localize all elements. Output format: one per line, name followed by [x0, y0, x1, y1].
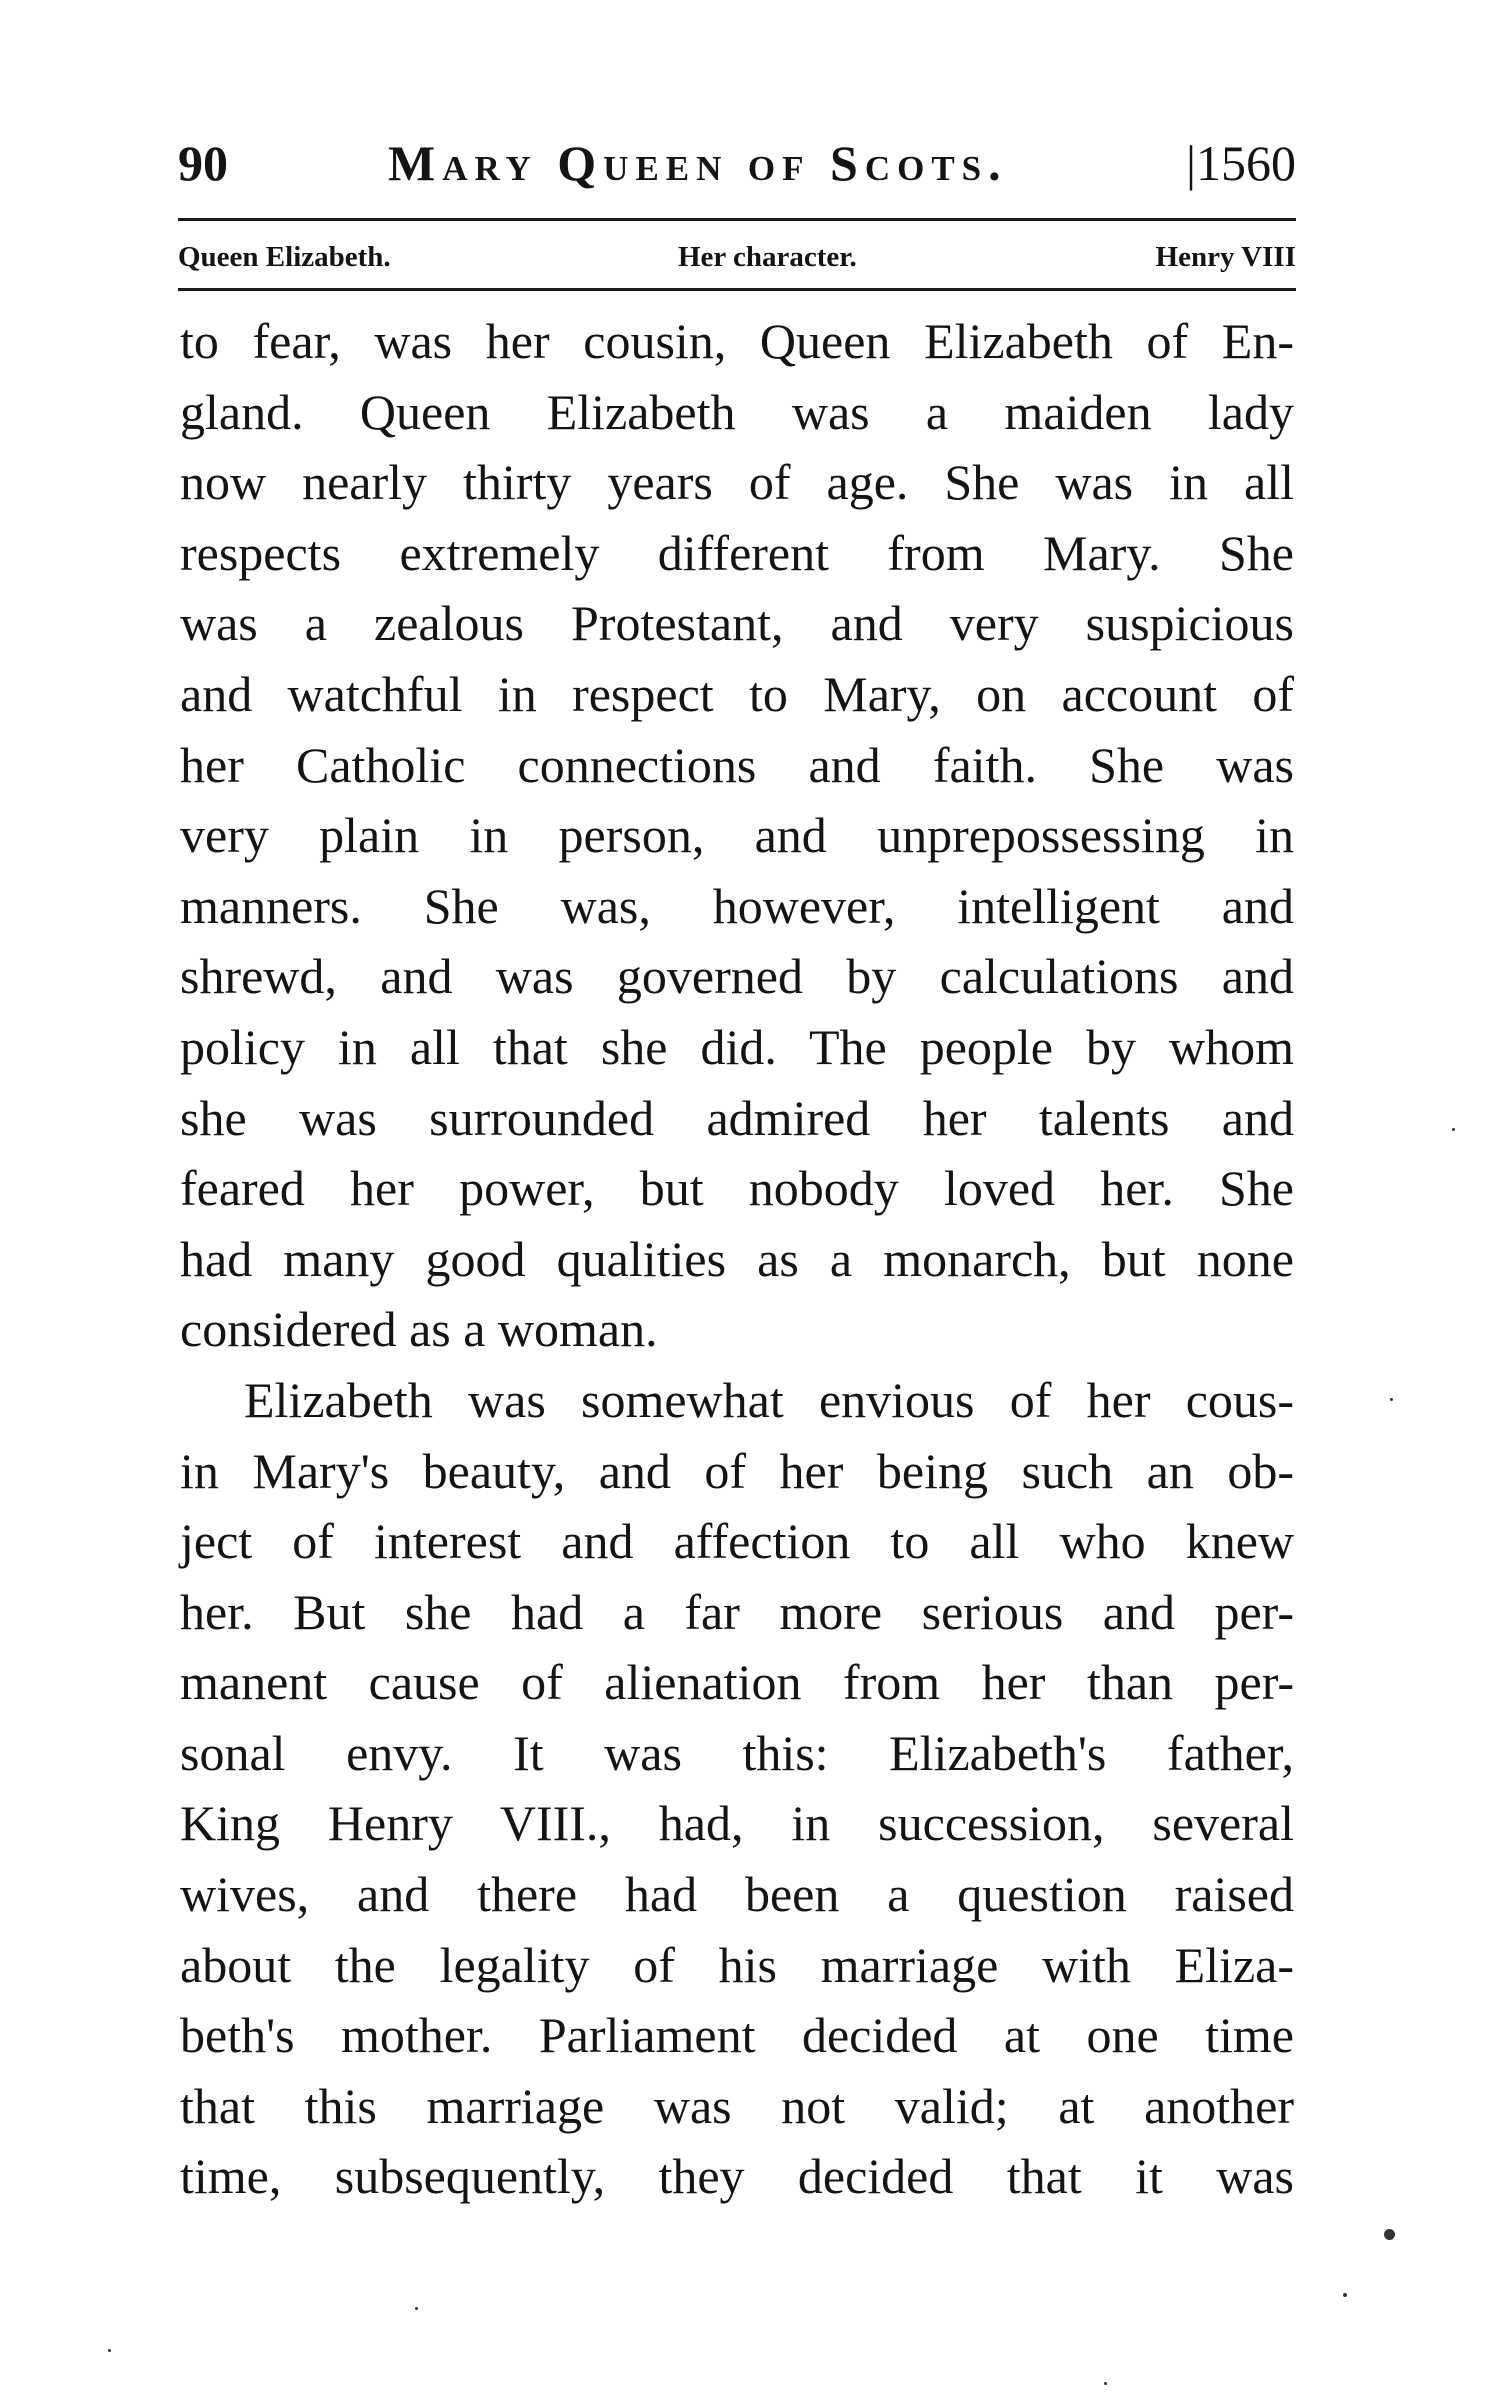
paragraph-2 — [180, 1365, 1294, 2212]
text-line: respects extremely different from Mary. She — [180, 524, 1294, 581]
text-line: ject of interest and affection to all who knew — [180, 1513, 1294, 1570]
speck — [1390, 1398, 1393, 1401]
running-head — [178, 128, 1296, 198]
text-line: gland. Queen Elizabeth was a maiden lady — [180, 383, 1294, 440]
text-line: feared her power, but nobody loved her. She — [180, 1160, 1294, 1217]
speck — [1452, 1128, 1455, 1131]
text-line: about the legality of his marriage with Eliza- — [180, 1936, 1294, 1993]
text-line: wives, and there had been a question raised — [180, 1866, 1294, 1923]
speck — [1384, 2229, 1395, 2240]
speck — [415, 2307, 418, 2310]
speck — [108, 2349, 111, 2352]
text-line: King Henry VIII., had, in succession, several — [180, 1795, 1294, 1852]
text-line: to fear, was her cousin, Queen Elizabeth of En- — [180, 313, 1294, 369]
text-line: had many good qualities as a monarch, but none — [180, 1230, 1294, 1287]
text-line: considered as a woman. — [180, 1301, 658, 1358]
text-line: her Catholic connections and faith. She was — [180, 736, 1294, 793]
text-line: time, subsequently, they decided that it was — [180, 2148, 1294, 2205]
text-line: that this marriage was not valid; at another — [180, 2077, 1294, 2134]
text-line: her. But she had a far more serious and per- — [180, 1583, 1294, 1640]
paragraph-1 — [180, 306, 1294, 1365]
text-line: in Mary's beauty, and of her being such an ob- — [180, 1442, 1294, 1499]
text-line: sonal envy. It was this: Elizabeth's father, — [180, 1724, 1294, 1781]
header-rule-top — [178, 218, 1296, 221]
body-text — [180, 306, 1294, 2212]
text-line: manners. She was, however, intelligent and — [180, 877, 1294, 934]
speck — [1343, 2293, 1347, 2297]
sidenote-her-character: Her character. — [678, 241, 857, 273]
text-line: beth's mother. Parliament decided at one time — [180, 2007, 1294, 2064]
text-line: policy in all that she did. The people by whom — [180, 1018, 1294, 1075]
text-line: and watchful in respect to Mary, on account of — [180, 665, 1294, 722]
year-marker: |1560 — [1185, 135, 1296, 191]
text-line: very plain in person, and unprepossessing in — [180, 807, 1294, 864]
speck — [1104, 2382, 1107, 2385]
text-line: was a zealous Protestant, and very suspicious — [180, 595, 1294, 652]
header-rule-bottom — [178, 288, 1296, 291]
sidenote-queen-elizabeth: Queen Elizabeth. — [178, 241, 391, 273]
text-line: now nearly thirty years of age. She was in all — [180, 454, 1294, 511]
text-line: Elizabeth was somewhat envious of her cous- — [244, 1371, 1294, 1428]
text-line: manent cause of alienation from her than per- — [180, 1654, 1294, 1711]
text-line: shrewd, and was governed by calculations and — [180, 948, 1294, 1005]
sidenote-bar — [178, 234, 1296, 280]
page-number: 90 — [178, 135, 228, 191]
book-title: Mary Queen of Scots. — [388, 135, 1008, 191]
text-line: she was surrounded admired her talents and — [180, 1089, 1294, 1146]
sidenote-henry-viii: Henry VIII — [1155, 241, 1296, 273]
